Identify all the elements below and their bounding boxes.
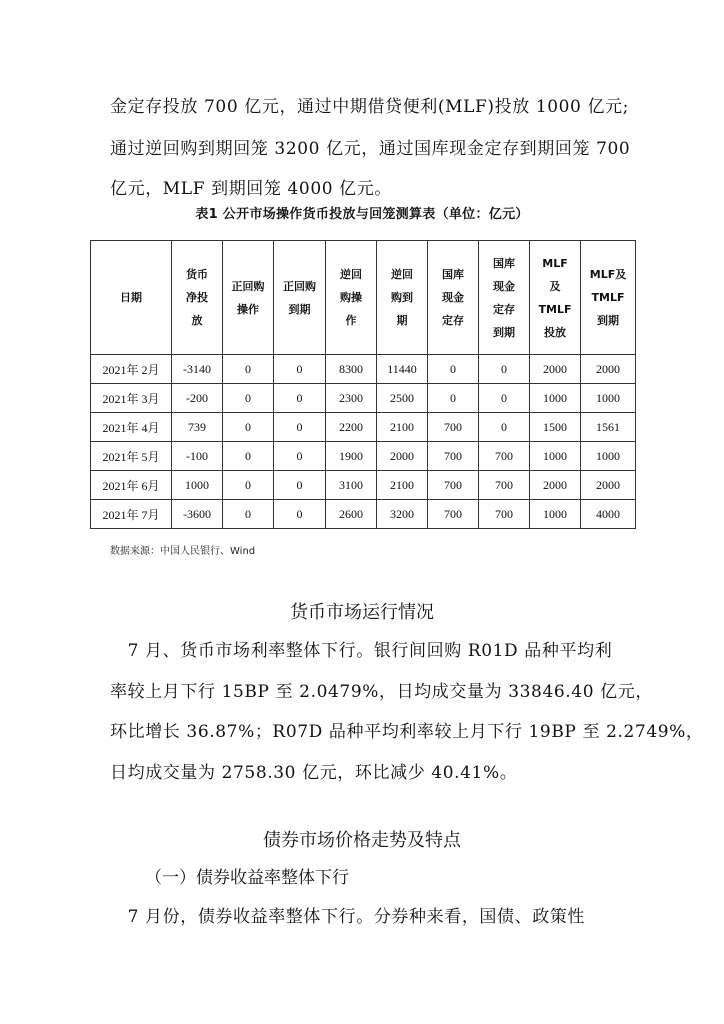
table-cell: 0 bbox=[274, 413, 326, 442]
table-row bbox=[91, 355, 636, 384]
table-cell: 2500 bbox=[377, 384, 428, 413]
table-cell: 2021年 6月 bbox=[91, 471, 172, 500]
table-cell: 2000 bbox=[581, 471, 636, 500]
table-cell: 0 bbox=[428, 384, 479, 413]
table-header-row bbox=[91, 241, 636, 355]
table-cell: 2100 bbox=[377, 413, 428, 442]
table-cell: 0 bbox=[479, 413, 530, 442]
table-row bbox=[91, 413, 636, 442]
table-source-note: 数据来源：中国人民银行、Wind bbox=[110, 546, 256, 557]
table-cell: -3140 bbox=[172, 355, 223, 384]
table-cell: 1000 bbox=[530, 500, 581, 529]
table-row bbox=[91, 442, 636, 471]
header-reverse-repo-operation: 逆回 购操 作 bbox=[326, 241, 377, 355]
money-para-line-2: 率较上月下行 15BP 至 2.0479%，日均成交量为 33846.40 亿元， bbox=[110, 682, 653, 702]
table-cell: 0 bbox=[274, 500, 326, 529]
header-date: 日期 bbox=[91, 241, 172, 355]
table-cell: 2000 bbox=[530, 355, 581, 384]
header-treasury-deposit: 国库 现金 定存 bbox=[428, 241, 479, 355]
money-supply-table bbox=[90, 240, 636, 529]
table-cell: 0 bbox=[223, 471, 274, 500]
header-mlf-maturity: MLF及 TMLF 到期 bbox=[581, 241, 636, 355]
table-cell: 2200 bbox=[326, 413, 377, 442]
table-cell: 700 bbox=[428, 442, 479, 471]
table-cell: 1000 bbox=[172, 471, 223, 500]
table-cell: 0 bbox=[223, 384, 274, 413]
intro-line-2: 通过逆回购到期回笼 3200 亿元，通过国库现金定存到期回笼 700 bbox=[110, 139, 631, 159]
table-cell: 0 bbox=[223, 413, 274, 442]
table-cell: -100 bbox=[172, 442, 223, 471]
table-cell: 2021年 4月 bbox=[91, 413, 172, 442]
table-cell: 0 bbox=[274, 355, 326, 384]
table-cell: 2021年 2月 bbox=[91, 355, 172, 384]
table-cell: 2021年 7月 bbox=[91, 500, 172, 529]
table-cell: 11440 bbox=[377, 355, 428, 384]
table-cell: 700 bbox=[479, 500, 530, 529]
table-row bbox=[91, 384, 636, 413]
section-heading-bond-market: 债券市场价格走势及特点 bbox=[263, 830, 461, 851]
table-cell: 700 bbox=[428, 413, 479, 442]
table-cell: 1561 bbox=[581, 413, 636, 442]
table-cell: 1000 bbox=[530, 442, 581, 471]
table-cell: -3600 bbox=[172, 500, 223, 529]
table-cell: 1000 bbox=[581, 442, 636, 471]
table-row bbox=[91, 500, 636, 529]
table-cell: 2000 bbox=[530, 471, 581, 500]
intro-line-1: 金定存投放 700 亿元，通过中期借贷便利(MLF)投放 1000 亿元; bbox=[110, 97, 630, 117]
table-cell: 0 bbox=[274, 471, 326, 500]
table-cell: 1000 bbox=[581, 384, 636, 413]
table-cell: 700 bbox=[428, 500, 479, 529]
table-cell: 0 bbox=[223, 500, 274, 529]
table-cell: 0 bbox=[274, 442, 326, 471]
table-cell: 3100 bbox=[326, 471, 377, 500]
table-cell: 739 bbox=[172, 413, 223, 442]
table-cell: 1000 bbox=[530, 384, 581, 413]
table-cell: 2600 bbox=[326, 500, 377, 529]
table-cell: 2021年 5月 bbox=[91, 442, 172, 471]
table-cell: 0 bbox=[223, 442, 274, 471]
table-cell: 2000 bbox=[377, 442, 428, 471]
table-cell: 8300 bbox=[326, 355, 377, 384]
table-caption: 表1 公开市场操作货币投放与回笼测算表（单位：亿元） bbox=[195, 207, 529, 222]
table-cell: 0 bbox=[428, 355, 479, 384]
table-cell: 2021年 3月 bbox=[91, 384, 172, 413]
header-mlf-injection: MLF 及 TMLF 投放 bbox=[530, 241, 581, 355]
table-cell: 700 bbox=[428, 471, 479, 500]
section-heading-money-market: 货币市场运行情况 bbox=[290, 602, 434, 623]
bond-para-line-1: 7 月份，债券收益率整体下行。分券种来看，国债、政策性 bbox=[110, 907, 586, 927]
table-cell: 2300 bbox=[326, 384, 377, 413]
subsection-heading-bond-yield: （一）债券收益率整体下行 bbox=[145, 868, 349, 888]
table-cell: 4000 bbox=[581, 500, 636, 529]
table-cell: 2100 bbox=[377, 471, 428, 500]
header-repo-operation: 正回购 操作 bbox=[223, 241, 274, 355]
table-cell: 700 bbox=[479, 442, 530, 471]
header-net-injection: 货币 净投 放 bbox=[172, 241, 223, 355]
table-cell: 1500 bbox=[530, 413, 581, 442]
table-cell: 0 bbox=[479, 384, 530, 413]
table-cell: 1900 bbox=[326, 442, 377, 471]
table-cell: 0 bbox=[223, 355, 274, 384]
money-para-line-1: 7 月、货币市场利率整体下行。银行间回购 R01D 品种平均利 bbox=[110, 641, 613, 661]
header-treasury-deposit-maturity: 国库 现金 定存 到期 bbox=[479, 241, 530, 355]
table-cell: -200 bbox=[172, 384, 223, 413]
table-cell: 700 bbox=[479, 471, 530, 500]
table-cell: 3200 bbox=[377, 500, 428, 529]
intro-line-3: 亿元，MLF 到期回笼 4000 亿元。 bbox=[110, 179, 392, 199]
table-cell: 0 bbox=[479, 355, 530, 384]
table-cell: 0 bbox=[274, 384, 326, 413]
header-reverse-repo-maturity: 逆回 购到 期 bbox=[377, 241, 428, 355]
header-repo-maturity: 正回购 到期 bbox=[274, 241, 326, 355]
money-para-line-3: 环比增长 36.87%；R07D 品种平均利率较上月下行 19BP 至 2.2749%， bbox=[110, 722, 704, 742]
money-para-line-4: 日均成交量为 2758.30 亿元，环比减少 40.41%。 bbox=[110, 763, 518, 783]
table-row bbox=[91, 471, 636, 500]
table-cell: 2000 bbox=[581, 355, 636, 384]
